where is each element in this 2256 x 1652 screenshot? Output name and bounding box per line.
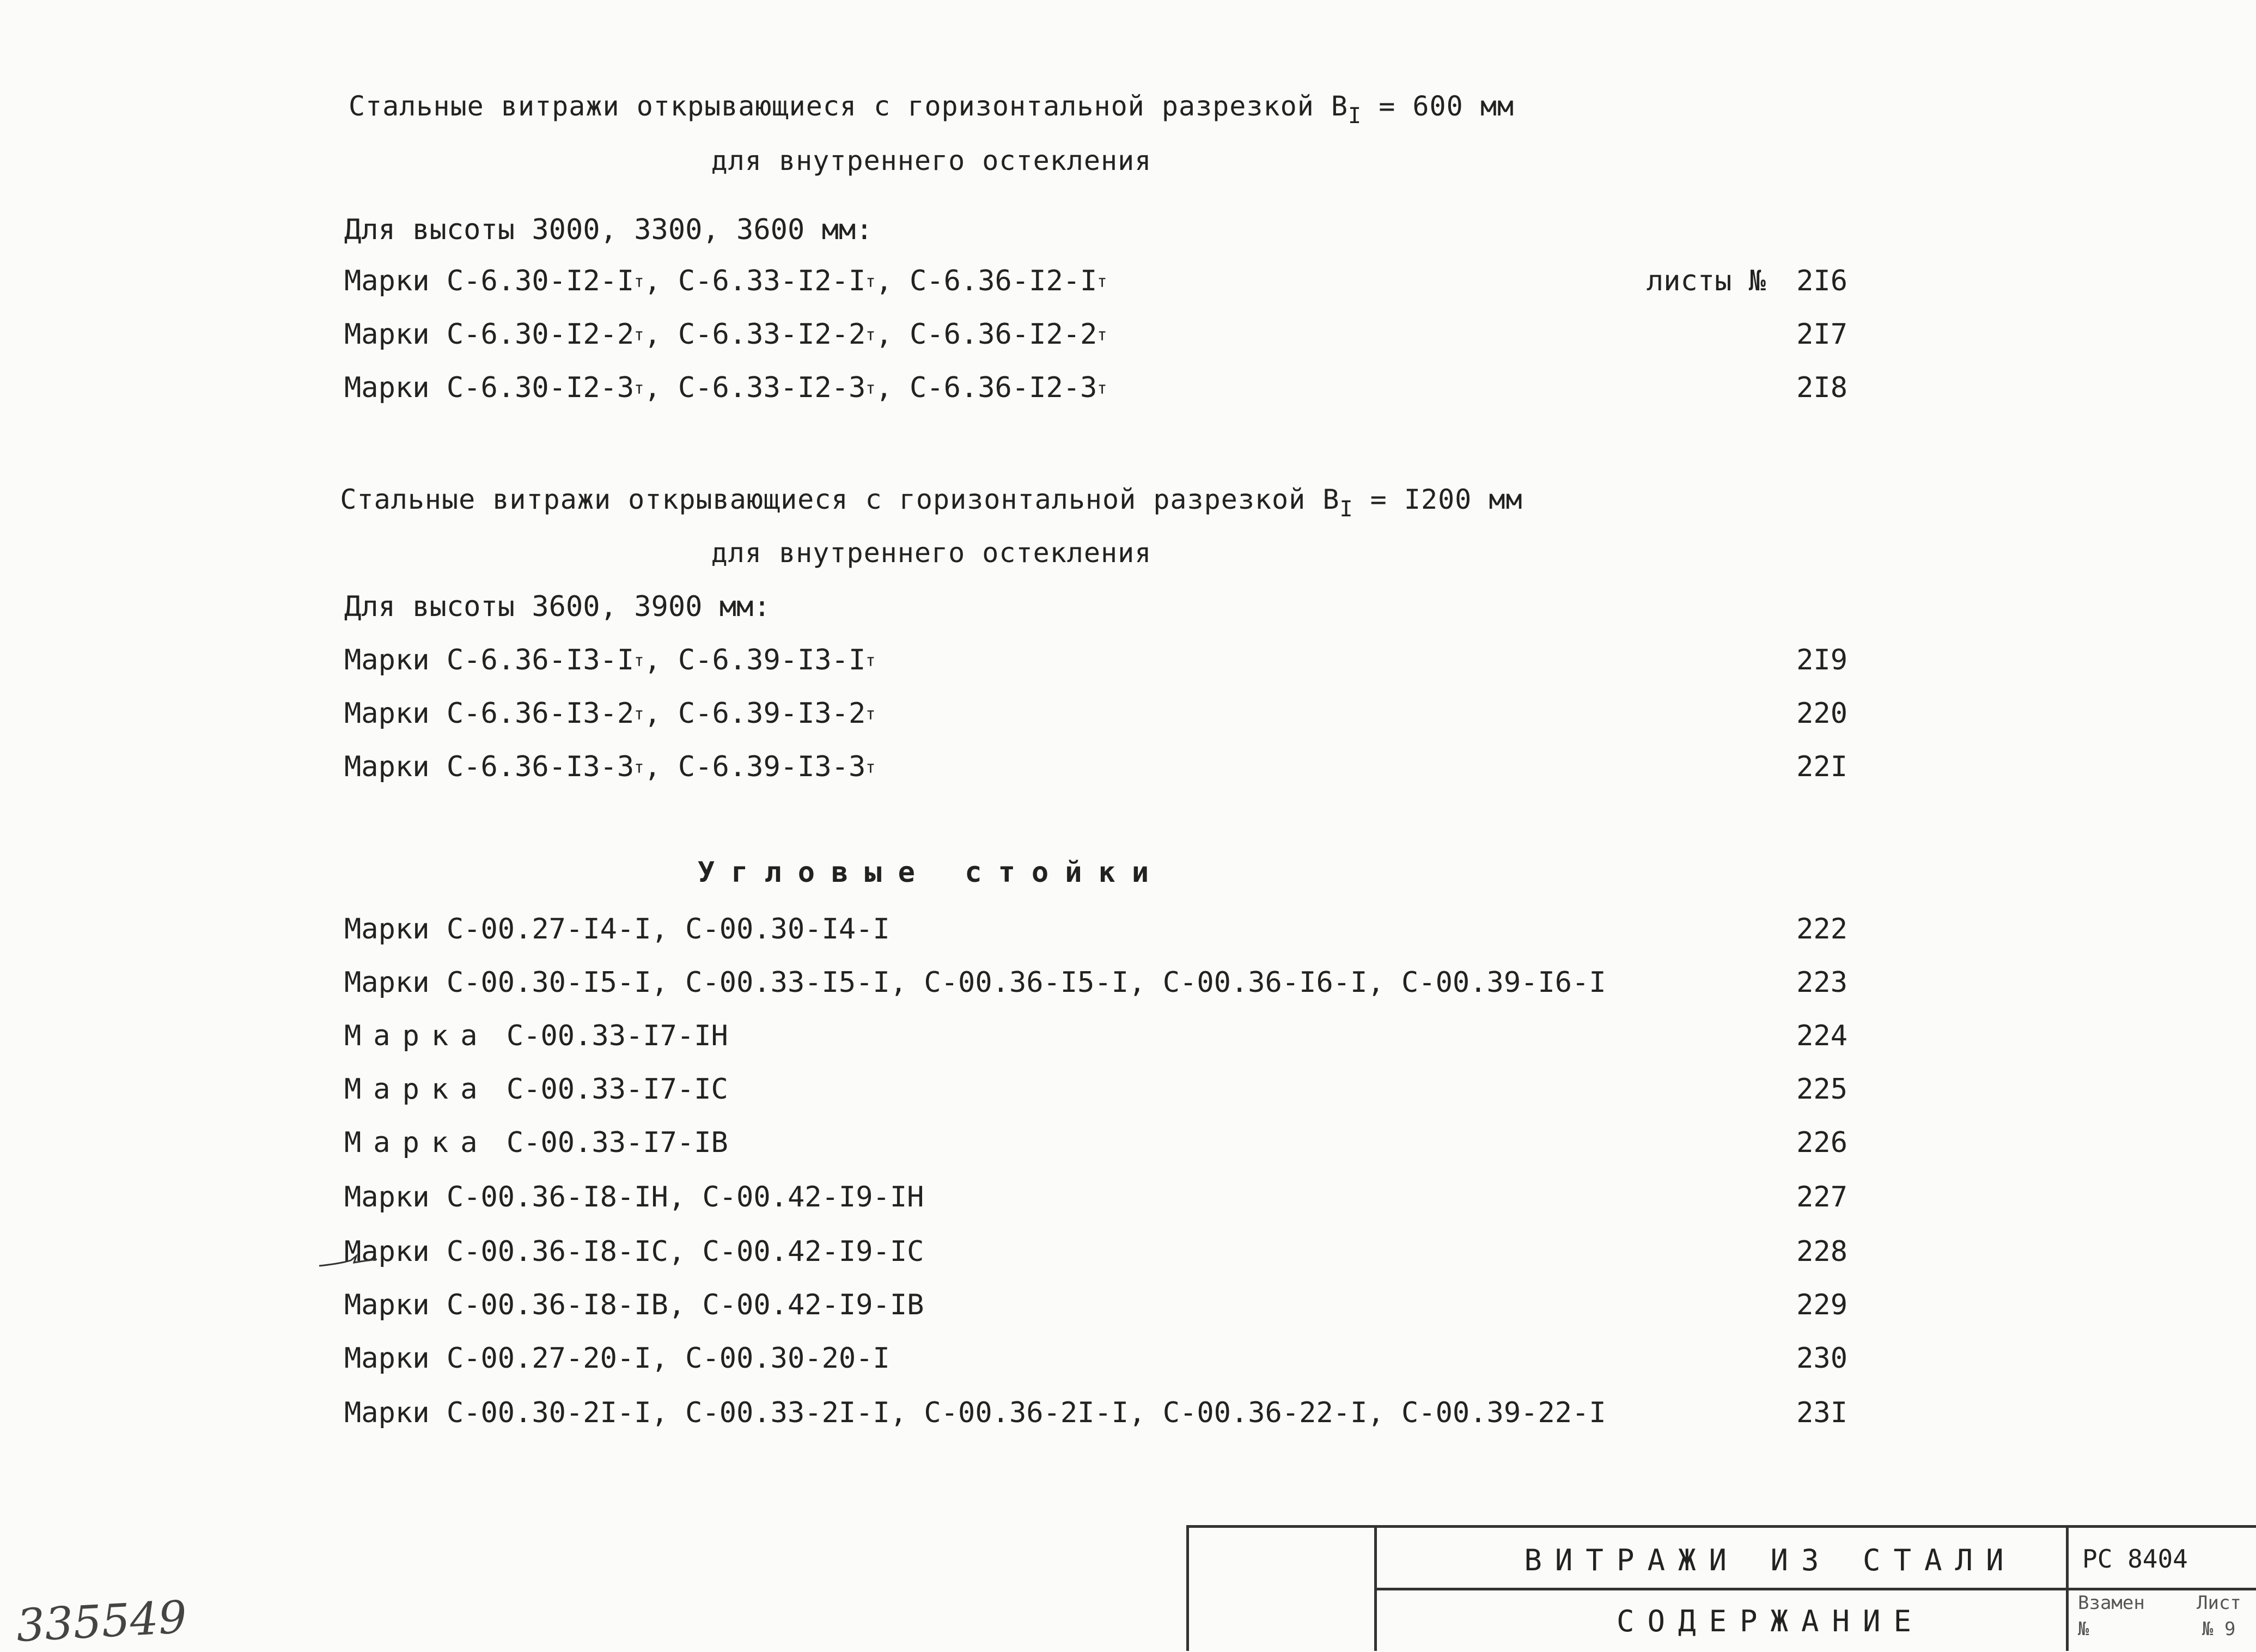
handwritten-inventory-number: 335549: [15, 1591, 188, 1652]
section-2-row-3: [344, 751, 1848, 785]
mark-list: Марки С-00.36-I8-IВ, С-00.42-I9-IВ: [344, 1289, 924, 1321]
document-code: РС 8404: [2082, 1544, 2188, 1574]
sheet-number: 2I8: [1796, 371, 1848, 404]
sheet-number: 225: [1796, 1073, 1848, 1106]
stamp-title: ВИТРАЖИ ИЗ СТАЛИ: [1524, 1543, 2017, 1577]
sheet-number: 222: [1796, 913, 1848, 946]
mark-list: Марки С-00.27-20-I, С-00.30-20-I: [344, 1342, 890, 1375]
replaces-label: Взамен: [2078, 1592, 2145, 1614]
sheet-number: 2I7: [1796, 318, 1848, 351]
sheet-label: Лист: [2197, 1592, 2241, 1614]
corner-row-4: [344, 1073, 1848, 1108]
mark-list: Марки $С-6.30-I2-I^т$, $С-6.33-I2-I^т$, $С-6.36-I2-I^т$: [344, 265, 1107, 297]
section-2-row-1: [344, 644, 1848, 679]
sheet-number: 227: [1796, 1181, 1848, 1214]
title-block: [1186, 1525, 2256, 1651]
corner-row-8: [344, 1289, 1848, 1324]
sheet-number: 228: [1796, 1235, 1848, 1268]
mark-list: Марки С-00.30-I5-I, С-00.33-I5-I, С-00.36-I5-I, С-00.36-I6-I, С-00.39-I6-I: [344, 966, 1606, 999]
sheet-number: 220: [1796, 697, 1848, 730]
mark-list: Марки С-00.36-I8-IС, С-00.42-I9-IС: [344, 1235, 924, 1268]
corner-row-2: [344, 966, 1848, 1001]
corner-row-10: [344, 1397, 1848, 1431]
sheet-number: 22I: [1796, 751, 1848, 783]
section-2-intro: Для высоты 3600, 3900 мм:: [344, 590, 771, 623]
sheets-label: листы №: [1646, 265, 1766, 297]
sheet-number: 23I: [1796, 1397, 1848, 1429]
sheet-number: 229: [1796, 1289, 1848, 1321]
mark-list: Марки $С-6.30-I2-3^т$, $С-6.33-I2-3^т$, $С-6.36-I2-3^т$: [344, 371, 1107, 404]
corner-row-7: [344, 1235, 1848, 1270]
section-2-row-2: [344, 697, 1848, 732]
sheet-number: 223: [1796, 966, 1848, 999]
section-2-subheading: для внутреннего остекления: [711, 537, 1152, 569]
mark-list: Марки $С-6.36-I3-3^т$, $С-6.39-I3-3^т$: [344, 751, 876, 783]
sheet-number: 224: [1796, 1020, 1848, 1052]
mark-list: Марки С-00.27-I4-I, С-00.30-I4-I: [344, 913, 890, 946]
stamp-subtitle: СОДЕРЖАНИЕ: [1616, 1604, 1925, 1638]
mark-list: Марка С-00.33-I7-IС: [344, 1073, 728, 1106]
mark-list: Марки С-00.30-2I-I, С-00.33-2I-I, С-00.36-2I-I, С-00.36-22-I, С-00.39-22-I: [344, 1397, 1606, 1429]
corner-row-1: [344, 913, 1848, 948]
section-1-row-3: [344, 371, 1848, 406]
pencil-tick-mark: [318, 1254, 378, 1268]
mark-list: Марка С-00.33-I7-IН: [344, 1020, 728, 1052]
corner-posts-heading: Угловые стойки: [697, 856, 1166, 889]
mark-list: Марки $С-6.36-I3-I^т$, $С-6.39-I3-I^т$: [344, 644, 876, 676]
sheet-number-stamp: № 9: [2202, 1618, 2236, 1640]
stamp-divider: [1374, 1588, 2256, 1590]
mark-list: Марка С-00.33-I7-IВ: [344, 1126, 728, 1159]
section-2-heading: Стальные витражи открывающиеся с горизонтальной разрезкой $В_I = I200$ мм: [340, 484, 1523, 522]
corner-row-3: [344, 1020, 1848, 1054]
corner-row-6: [344, 1181, 1848, 1216]
section-1-row-1: [344, 265, 1848, 300]
section-1-heading: Стальные витражи открывающиеся с горизонтальной разрезкой $В_I = 600$ мм: [348, 90, 1515, 129]
corner-row-5: [344, 1126, 1848, 1161]
sheet-number: 2I9: [1796, 644, 1848, 676]
section-1-row-2: [344, 318, 1848, 353]
replaces-number: №: [2078, 1618, 2089, 1640]
sheet-number: 226: [1796, 1126, 1848, 1159]
mark-list: Марки $С-6.36-I3-2^т$, $С-6.39-I3-2^т$: [344, 697, 876, 730]
sheet-number: 2I6: [1796, 265, 1848, 297]
section-1-intro: Для высоты 3000, 3300, 3600 мм:: [344, 214, 873, 246]
mark-list: Марки С-00.36-I8-IН, С-00.42-I9-IН: [344, 1181, 924, 1214]
corner-row-9: [344, 1342, 1848, 1377]
mark-list: Марки $С-6.30-I2-2^т$, $С-6.33-I2-2^т$, $С-6.36-I2-2^т$: [344, 318, 1107, 351]
sheet-number: 230: [1796, 1342, 1848, 1375]
section-1-subheading: для внутреннего остекления: [711, 145, 1152, 176]
